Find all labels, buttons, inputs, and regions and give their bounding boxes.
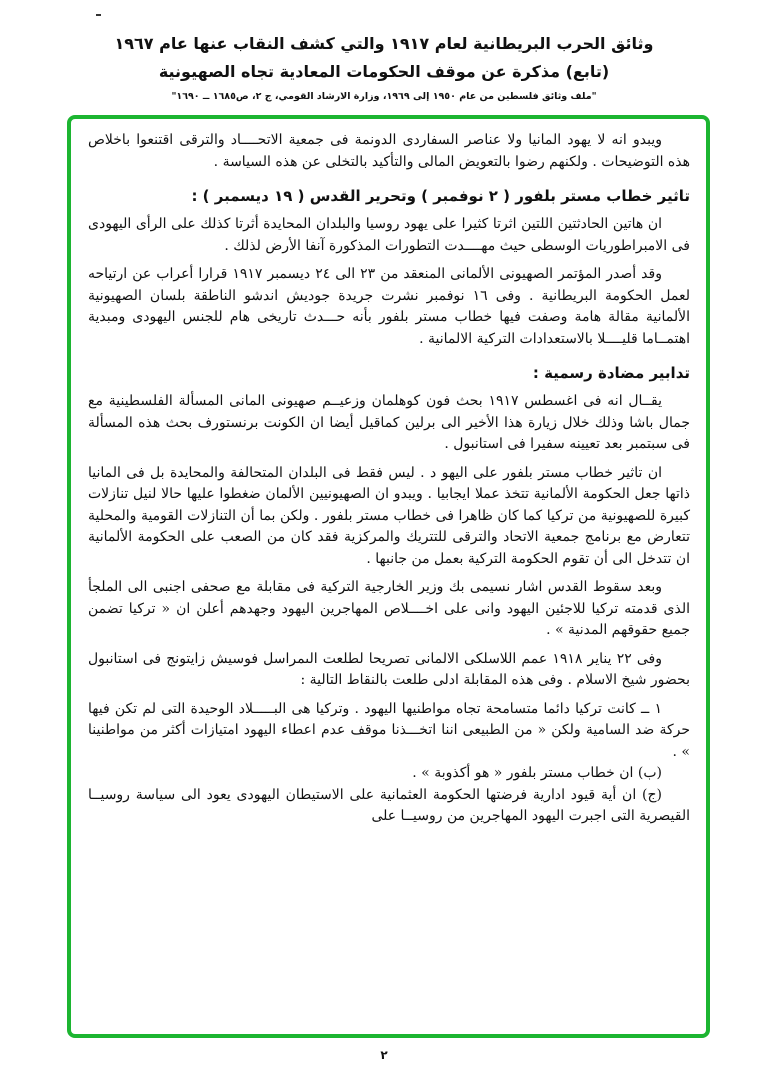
scan-speck (96, 14, 101, 16)
paragraph: وقد أصدر المؤتمر الصهيونى الألمانى المنعقد من ٢٣ الى ٢٤ ديسمبر ١٩١٧ قرارا أعراب عن ارتياحه لعمل الحكومة البريطانية . وفى ١٦ نوفمبر نشرت جريدة جوديش اندشو الناطقة بلسان الصهيونية الألمانية مقالة هامة وصفت فيها خطاب مستر بلفور بأنه حـــدث تاريخى هام للجنس اليهودى ومبدية اهتمــاما قليــــلا بالاستعدادات التركية الالمانية . (88, 266, 690, 347)
paragraph: ان هاتين الحادثتين اللتين اثرتا كثيرا على يهود روسيا والبلدان المحايدة أثرتا كذلك على الرأى اليهودى فى الامبراطوريات الوسطى حيث مهــــدت التطورات المذكورة آنفا الأرض لذلك . (88, 216, 690, 254)
paragraph: ان تاثير خطاب مستر بلفور على اليهو د . ليس فقط فى البلدان المتحالفة والمحايدة بل فى المانيا ذاتها جعل الحكومة الألمانية تتخذ عملا ايجابيا . ويبدو ان الصهيونيين الألمان ضغطوا عليها حالا لنيل تنازلات كبيرة للصهيونية من تركيا كما كان ظاهرا فى خطاب مستر بلفور . ولكن بما أن التنازلات القومية والمحلية تتعارض مع برنامج جمعية الاتحاد والترقى للتتريك والمركزية فقد كان من الصعب على الحكومة الألمانية ان تتدخل الى أن تقوم الحكومة التركية بعمل من جانبها . (88, 464, 690, 567)
paragraph: وبعد سقوط القدس اشار نسيمى بك وزير الخارجية التركية فى مقابلة مع صحفى اجنبى الى الملجأ الذى قدمته تركيا للاجئين اليهود وانى على اخــــلاص المهاجرين اليهود وجهدهم أعلن ان « تركيا تضمن جميع حقوقهم المدنية » . (88, 579, 690, 638)
section-heading: تدابير مضادة رسمية : (532, 364, 690, 382)
list-item: ١ ــ كانت تركيا دائما متسامحة تجاه مواطنيها اليهود . وتركيا هى البـــــلاد الوحيدة التى لم تكن فيها حركة ضد السامية ولكن « من الطبيعى اننا اتخـــذنا موقف عدم اعطاء اليهود امتيازات أكثر من مواطنينا » . (88, 700, 690, 760)
document-body (88, 130, 690, 828)
document-title: وثائق الحرب البريطانية لعام ١٩١٧ والتي كشف النقاب عنها عام ١٩٦٧ (114, 34, 654, 53)
list-item: (ب) ان خطاب مستر بلفور « هو أكذوبة » . (412, 765, 662, 781)
paragraph: وفى ٢٢ يناير ١٩١٨ عمم اللاسلكى الالمانى تصريحا لطلعت الىمراسل فوسيش زايتونج فى استانبول بحضور شيخ الاسلام . وفى هذه المقابلة ادلى طلعت بالنقاط التالية : (88, 650, 690, 688)
document-source: "ملف وثائق فلسطين من عام ١٩٥٠ إلى ١٩٦٩، وزارة الارشاد القومي، ج ٢، ص١٦٨٥ ــ ١٦٩٠" (171, 91, 597, 102)
paragraph: يقــال انه فى اغسطس ١٩١٧ بحث فون كوهلمان وزعيــم صهيونى المانى المسألة الفلسطينية مع جمال باشا وذلك خلال زيارة هذا الأخير الى برلين كماقيل أيضا ان الكونت برنستورف بحث هذه المسألة فى سبتمبر بعد تعيينه سفيرا فى استانبول . (88, 393, 690, 452)
page-number: ٢ (380, 1048, 388, 1062)
list-item: (ج) ان أية قيود ادارية فرضتها الحكومة العثمانية على الاستيطان اليهودى يعود الى سياسة روسيــا القيصرية التى اجبرت اليهود المهاجرين من روسيــا على (88, 786, 690, 824)
section-heading: تاثير خطاب مستر بلفور ( ٢ نوفمبر ) وتحرير القدس ( ١٩ ديسمبر ) : (191, 187, 690, 205)
paragraph: ويبدو انه لا يهود المانيا ولا عناصر السفاردى الدونمة فى جمعية الاتحــــاد والترقى اقتنعوا باخلاص هذه التوضيحات . ولكنهم رضوا بالتعويض المالى والتأكيد بالتخلى عن هذه السياسة . (88, 132, 690, 170)
document-subtitle: (تابع) مذكرة عن موقف الحكومات المعادية تجاه الصهيونية (158, 62, 610, 81)
